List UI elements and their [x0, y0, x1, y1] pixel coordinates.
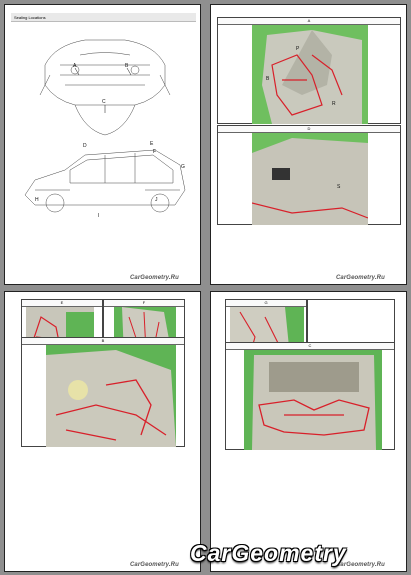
box-label: A [218, 18, 400, 25]
callout-e: E [150, 141, 154, 147]
callout-d: D [83, 143, 87, 149]
underbody-diagram [5, 5, 202, 286]
callout-g: G [181, 164, 185, 170]
box-label: C [226, 343, 394, 350]
box-label: F [104, 300, 184, 307]
callout-b: B [125, 63, 129, 69]
manual-page-3 [4, 291, 201, 572]
photo-callout-b: B [266, 76, 270, 82]
section-title: Sealing Locations [11, 13, 196, 22]
sealing-photo-d [252, 133, 368, 225]
manual-page-4 [210, 291, 407, 572]
detail-box-c [225, 342, 395, 450]
photo-callout-p: P [296, 46, 300, 52]
sealing-photo-c [244, 350, 382, 450]
watermark: CarGeometry.Ru [130, 562, 179, 568]
callout-f: F [153, 149, 157, 155]
detail-box-d [217, 125, 401, 225]
box-label: B [22, 338, 184, 345]
sealing-photo-a [252, 25, 368, 124]
callout-c: C [102, 99, 106, 105]
watermark: CarGeometry.Ru [130, 275, 179, 281]
detail-box-b [21, 337, 185, 447]
photo-callout-r: R [332, 101, 336, 107]
watermark: CarGeometry.Ru [336, 562, 385, 568]
sealing-photo-b [46, 345, 176, 447]
callout-h: H [35, 197, 39, 203]
box-label: E [22, 300, 102, 307]
callout-i: I [98, 213, 100, 219]
callout-j: J [155, 197, 158, 203]
callout-a: A [73, 63, 77, 69]
detail-box-a [217, 17, 401, 124]
box-label: D [218, 126, 400, 133]
manual-page-1 [4, 4, 201, 285]
watermark: CarGeometry.Ru [336, 275, 385, 281]
manual-page-2 [210, 4, 407, 285]
footer-watermark: CarGeometry [190, 540, 347, 566]
photo-callout-s: S [337, 184, 341, 190]
box-label: G [226, 300, 306, 307]
